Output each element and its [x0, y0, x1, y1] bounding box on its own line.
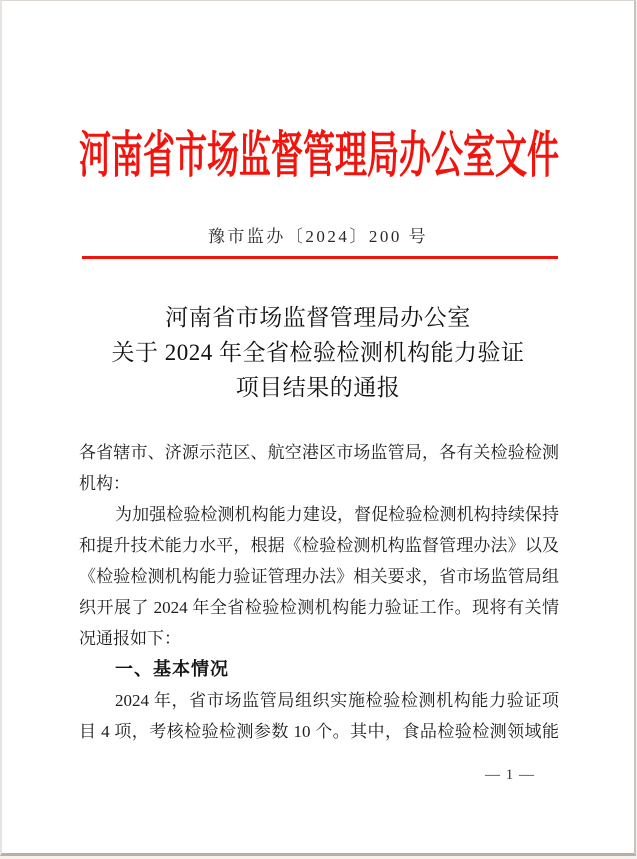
document-header-title: 河南省市场监督管理局办公室文件 — [79, 127, 559, 183]
salutation-line: 各省辖市、济源示范区、航空港区市场监管局，各有关检验检测 — [79, 443, 559, 462]
document-title-line-1: 河南省市场监督管理局办公室 — [165, 305, 471, 330]
paragraph-line: 织开展了 2024 年全省检验检测机构能力验证工作。现将有关情 — [79, 598, 559, 617]
document-title-line-2: 关于 2024 年全省检验检测机构能力验证 — [111, 340, 525, 365]
page-number: — 1 — — [485, 767, 535, 783]
paragraph-line: 2024 年，省市场监管局组织实施检验检测机构能力验证项 — [115, 691, 559, 710]
paragraph-line: 和提升技术能力水平，根据《检验检测机构监督管理办法》以及 — [79, 536, 559, 555]
document-number: 豫市监办〔2024〕200 号 — [207, 227, 429, 246]
document-title — [2, 300, 634, 405]
paragraph-line: 况通报如下： — [79, 629, 181, 648]
document-title-line-3: 项目结果的通报 — [235, 375, 401, 400]
section-1-heading: 一、基本情况 — [115, 659, 229, 679]
paragraph-line: 目 4 项，考核检验检测参数 10 个。其中，食品检验检测领域能 — [79, 722, 559, 741]
paragraph-line: 为加强检验检测机构能力建设，督促检验检测机构持续保持 — [115, 505, 559, 524]
document-body — [79, 437, 559, 747]
red-divider-rule — [82, 256, 558, 259]
salutation-line: 机构： — [79, 474, 130, 493]
paragraph-line: 《检验检测机构能力验证管理办法》相关要求，省市场监管局组 — [79, 567, 559, 586]
